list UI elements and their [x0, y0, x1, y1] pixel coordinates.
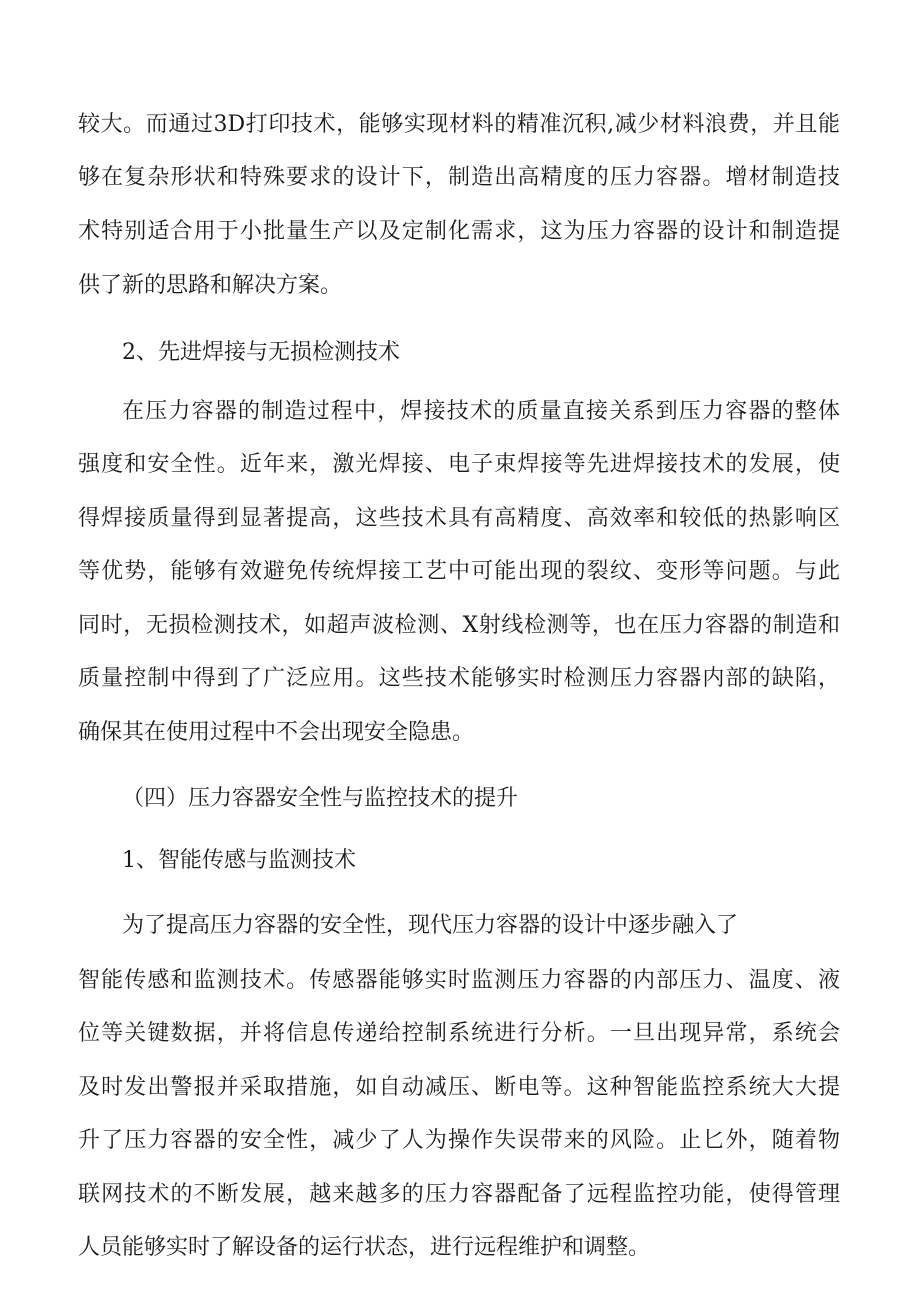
paragraph-1-line-1: 较大。而通过3D打印技术，能够实现材料的精准沉积,减少材料浪费，并且能 [78, 112, 840, 137]
paragraph-3-line-4: 升了压力容器的安全性，减少了人为操作失误带来的风险。止匕外，随着物 [78, 1128, 840, 1153]
paragraph-3-first-line: 为了提高压力容器的安全性，现代压力容器的设计中逐步融入了 [122, 913, 739, 938]
section-heading-4: （四）压力容器安全性与监控技术的提升 [122, 786, 519, 811]
paragraph-2-line-4: 等优势，能够有效避免传统焊接工艺中可能出现的裂纹、变形等问题。与此 [78, 559, 840, 584]
paragraph-2-line-1: 在压力容器的制造过程中，焊接技术的质量直接关系到压力容器的整体 [122, 399, 840, 424]
paragraph-1-line-3: 术特别适合用于小批量生产以及定制化需求，这为压力容器的设计和制造提 [78, 219, 840, 244]
paragraph-2-line-2: 强度和安全性。近年来，激光焊接、电子束焊接等先进焊接技术的发展，使 [78, 452, 840, 477]
paragraph-3-line-6: 人员能够实时了解设备的运行状态，进行远程维护和调整。 [78, 1235, 651, 1260]
section-heading-2: 2、先进焊接与无损检测技术 [122, 340, 400, 365]
paragraph-2-line-6: 质量控制中得到了广泛应用。这些技术能够实时检测压力容器内部的缺陷， [78, 666, 840, 691]
paragraph-1-line-2: 够在复杂形状和特殊要求的设计下，制造出高精度的压力容器。增材制造技 [78, 165, 840, 190]
paragraph-3-line-3: 及时发出警报并采取措施，如自动减压、断电等。这种智能监控系统大大提 [78, 1075, 840, 1100]
paragraph-3-line-2: 位等关键数据，并将信息传递给控制系统进行分析。一旦出现异常，系统会 [78, 1021, 840, 1046]
paragraph-1-line-4: 供了新的思路和解决方案。 [78, 273, 343, 298]
paragraph-2-line-5: 同时，无损检测技术，如超声波检测、X射线检测等，也在压力容器的制造和 [78, 613, 840, 638]
paragraph-2-line-3: 得焊接质量得到显著提高，这些技术具有高精度、高效率和较低的热影响区 [78, 506, 840, 531]
paragraph-3-line-5: 联网技术的不断发展，越来越多的压力容器配备了远程监控功能，使得管理 [78, 1182, 840, 1207]
paragraph-3-line-1: 智能传感和监测技术。传感器能够实时监测压力容器的内部压力、温度、液 [78, 968, 840, 993]
subsection-heading-1: 1、智能传感与监测技术 [122, 848, 356, 873]
paragraph-2-line-7: 确保其在使用过程中不会出现安全隐患。 [78, 720, 475, 745]
